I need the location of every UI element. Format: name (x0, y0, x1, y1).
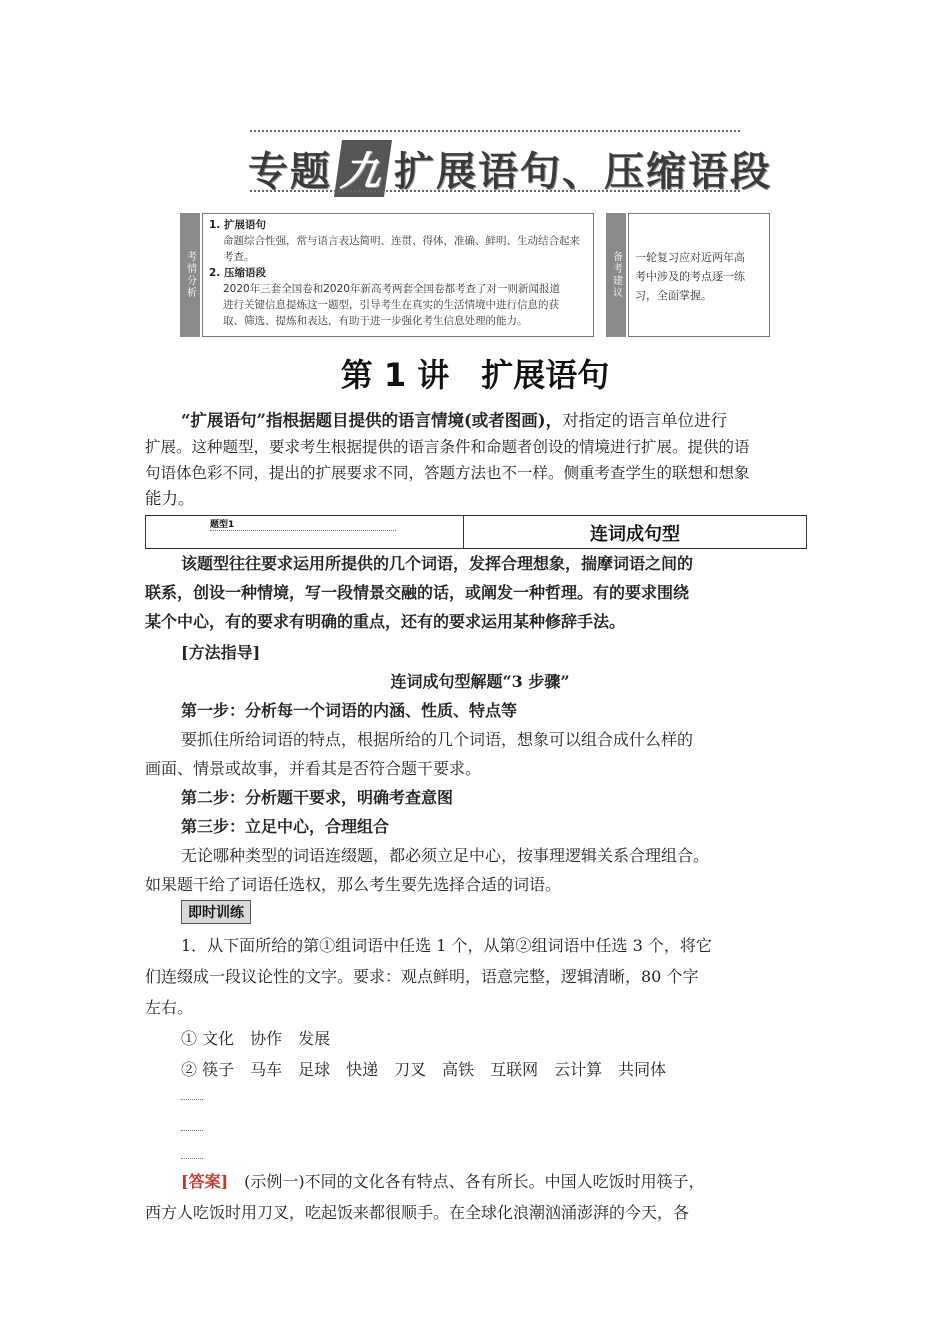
word-group-1: ① 文化 协作 发展 (181, 1029, 331, 1048)
analysis-box (202, 213, 594, 337)
answer-line-2: 西方人吃饭时用刀叉，吃起饭来都很顺手。在全球化浪潮汹涌澎湃的今天，各 (145, 1203, 690, 1222)
analysis-side-text: 考情分析 (184, 251, 196, 299)
type-desc-line-2: 联系，创设一种情境，写一段情景交融的话，或阐发一种哲理。有的要求围绕 (145, 583, 690, 602)
type-table (145, 515, 807, 549)
advice-line-2: 考中涉及的考点逐一练 (635, 270, 745, 283)
question-1-line-3: 左右。 (145, 998, 194, 1017)
answer-line-1-text: (示例一)不同的文化各有特点、各有所长。中国人吃饭时用筷子， (244, 1172, 705, 1191)
practice-tag: 即时训练 (181, 900, 251, 924)
question-1-line-2: 们连缀成一段议论性的文字。要求：观点鲜明，语意完整，逻辑清晰，80 个字 (145, 967, 699, 986)
chapter-title-prefix: 专题 (248, 149, 332, 195)
type-tag (210, 517, 396, 531)
banner-bottom-rule (250, 190, 740, 192)
type-description (145, 549, 815, 636)
analysis-item1-text-a: 命题综合性强，常与语言表达简明、连贯、得体，准确、鲜明、生动结合起来 (223, 235, 580, 247)
type-title: 连词成句型 (590, 524, 680, 545)
method-step-3: 第三步：立足中心，合理组合 (181, 817, 390, 836)
method-step-1-text-a: 要抓住所给词语的特点，根据所给的几个词语，想象可以组合成什么样的 (181, 730, 694, 749)
intro-line-4: 能力。 (145, 489, 195, 508)
lecture-title: 第 1 讲 扩展语句 (340, 356, 610, 394)
method-heading: 连词成句型解题“3 步骤” (390, 672, 570, 691)
advice-line-3: 习，全面掌握。 (635, 289, 712, 302)
analysis-item1-title: 1. 扩展语句 (209, 219, 266, 231)
method-step-3-text-a: 无论哪种类型的词语连缀题，都必须立足中心，按事理逻辑关系合理组合。 (181, 846, 710, 865)
answer-blank-1 (181, 1099, 203, 1100)
question-1 (145, 930, 815, 1085)
intro-line-1-bold: “扩展语句”指根据题目提供的语言情境(或者图画)， (181, 411, 563, 430)
analysis-side-label (180, 213, 200, 337)
intro-line-1-rest: 对指定的语言单位进行 (562, 411, 728, 430)
method-label: [方法指导] (181, 643, 261, 662)
type-desc-line-3: 某个中心，有的要求有明确的重点，还有的要求运用某种修辞手法。 (145, 612, 626, 631)
method-step-1: 第一步：分析每一个词语的内涵、性质、特点等 (181, 701, 518, 720)
intro-line-1 (145, 408, 815, 434)
type-tag-label: 题型1 (210, 520, 235, 530)
advice-box (628, 213, 770, 337)
analysis-item1-text-b: 考查。 (223, 251, 255, 263)
method-section (145, 638, 815, 899)
intro-line-2: 扩展。这种题型，要求考生根据提供的语言条件和命题者创设的情境进行扩展。提供的语 (145, 438, 750, 456)
word-group-2: ② 筷子 马车 足球 快递 刀叉 高铁 互联网 云计算 共同体 (181, 1060, 667, 1079)
method-step-1-text-b: 画面、情景或故事，并看其是否符合题干要求。 (145, 759, 482, 778)
intro-line-3: 句语体色彩不同，提出的扩展要求不同，答题方法也不一样。侧重考查学生的联想和想象 (145, 464, 750, 482)
question-1-line-1: 1．从下面所给的第①组词语中任选 1 个，从第②组词语中任选 3 个，将它 (181, 936, 712, 955)
answer-label: [答案] (181, 1172, 229, 1191)
analysis-item2-text-a: 2020年三套全国卷和2020年新高考两套全国卷都考查了对一则新闻报道 (223, 283, 560, 295)
analysis-item2-text-c: 取、筛选、提炼和表达，有助于进一步强化考生信息处理的能力。 (223, 315, 528, 327)
method-step-3-text-b: 如果题干给了词语任选权，那么考生要先选择合适的词语。 (145, 875, 562, 894)
chapter-title-main: 扩展语句、压缩语段 (394, 149, 772, 195)
advice-side-label (606, 213, 626, 337)
practice-tag-wrap (181, 900, 251, 924)
answer-section (145, 1166, 815, 1228)
analysis-item2-title: 2. 压缩语段 (209, 267, 266, 279)
type-desc-line-1: 该题型往往要求运用所提供的几个词语，发挥合理想象，揣摩词语之间的 (181, 554, 694, 573)
analysis-item2-text-b: 进行关键信息提炼这一题型，引导考生在真实的生活情境中进行信息的获 (223, 299, 559, 311)
advice-line-1: 一轮复习应对近两年高 (635, 251, 745, 264)
chapter-number: 九 (334, 140, 392, 197)
answer-blank-2 (181, 1130, 203, 1131)
banner-top-rule (250, 130, 740, 132)
method-step-2: 第二步：分析题干要求，明确考查意图 (181, 788, 454, 807)
intro-paragraph (145, 408, 815, 512)
answer-line-1 (145, 1166, 815, 1197)
chapter-title (248, 140, 772, 195)
advice-side-text: 备考建议 (610, 251, 622, 299)
answer-blank-3 (181, 1158, 203, 1159)
